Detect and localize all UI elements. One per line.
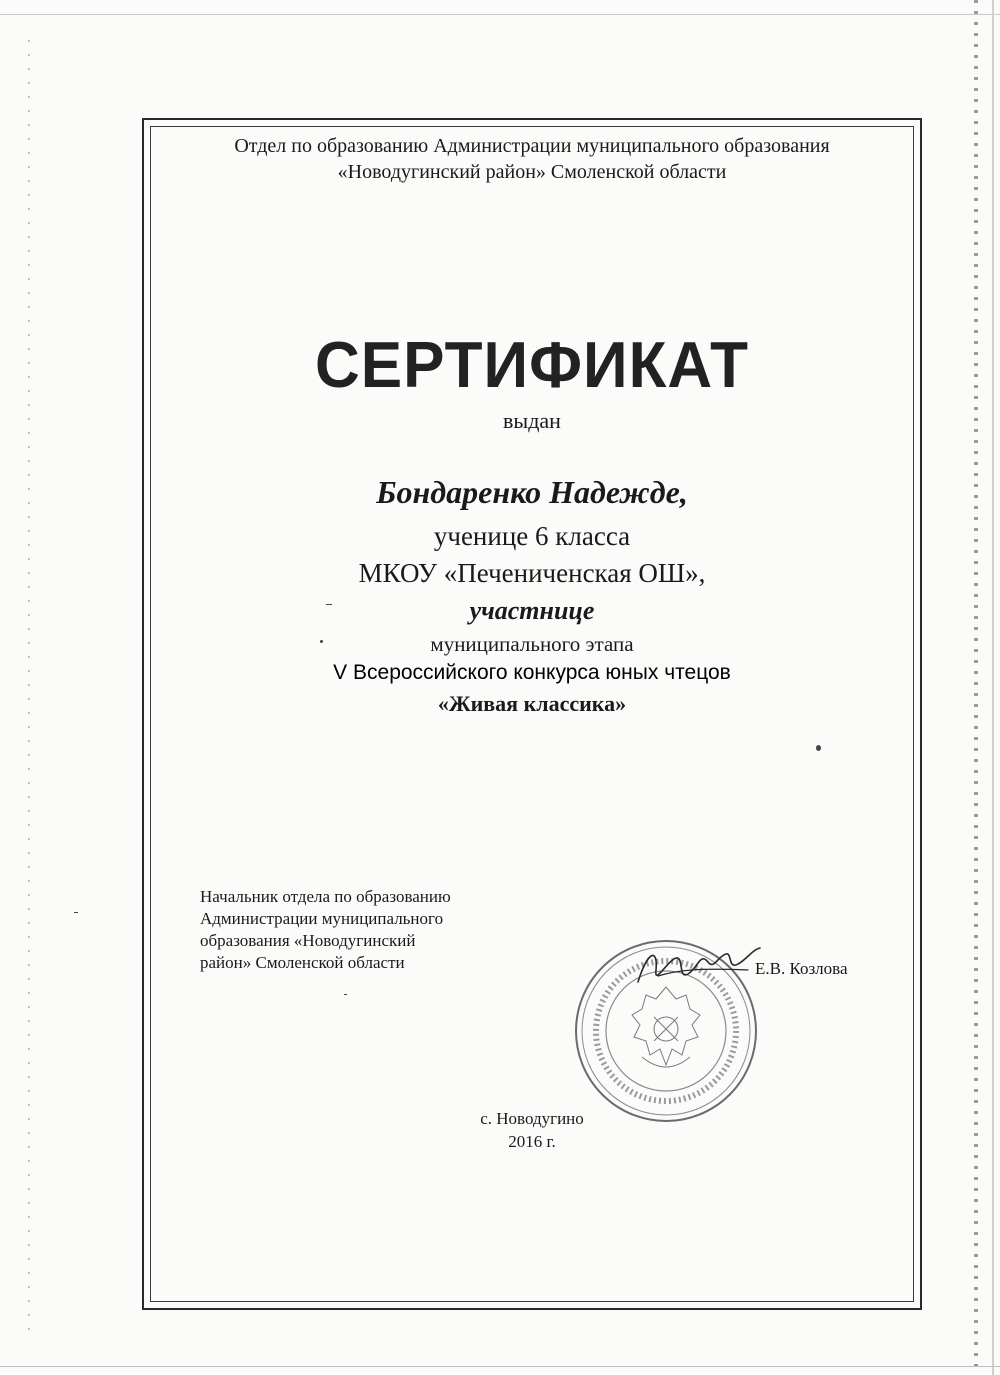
header-line-1: Отдел по образованию Администрации муниципального образования bbox=[234, 135, 830, 157]
scan-edge-right bbox=[974, 0, 978, 1375]
recipient-school: МКОУ «Печениченская ОШ», bbox=[358, 558, 706, 588]
contest-stage: муниципального этапа bbox=[430, 632, 634, 656]
scan-edge-bottom bbox=[0, 1366, 1000, 1367]
issue-place: с. Новодугино bbox=[480, 1109, 584, 1128]
contest-title: V Всероссийского конкурса юных чтецов bbox=[333, 661, 731, 684]
issued-label: выдан bbox=[503, 408, 561, 433]
recipient-role: участнице bbox=[469, 596, 595, 625]
recipient-grade: ученице 6 класса bbox=[433, 521, 631, 551]
handwritten-signature-icon bbox=[628, 940, 768, 1000]
signer-position-line-1: Начальник отдела по образованию bbox=[200, 887, 451, 906]
scan-speck bbox=[816, 745, 821, 751]
recipient-name: Бондаренко Надежде, bbox=[376, 474, 688, 510]
signer-position-line-4: район» Смоленской области bbox=[200, 953, 405, 972]
scan-edge-right-line bbox=[992, 0, 994, 1375]
scan-speck bbox=[74, 912, 78, 913]
header-line-2: «Новодугинский район» Смоленской области bbox=[337, 161, 727, 183]
signer-position-line-2: Администрации муниципального bbox=[200, 909, 444, 928]
certificate-title: СЕРТИФИКАТ bbox=[315, 329, 749, 402]
scan-edge-top bbox=[0, 14, 1000, 15]
issue-year: 2016 г. bbox=[508, 1132, 556, 1151]
contest-name: «Живая классика» bbox=[437, 691, 627, 716]
signer-position-line-3: образования «Новодугинский bbox=[200, 931, 416, 950]
scan-speck bbox=[320, 640, 323, 643]
signer-position bbox=[200, 886, 520, 974]
scan-speck bbox=[344, 994, 347, 995]
issuing-organization bbox=[150, 133, 914, 185]
scan-speck bbox=[326, 604, 332, 605]
scan-edge-left bbox=[28, 40, 30, 1340]
signer-name: Е.В. Козлова bbox=[755, 959, 848, 978]
